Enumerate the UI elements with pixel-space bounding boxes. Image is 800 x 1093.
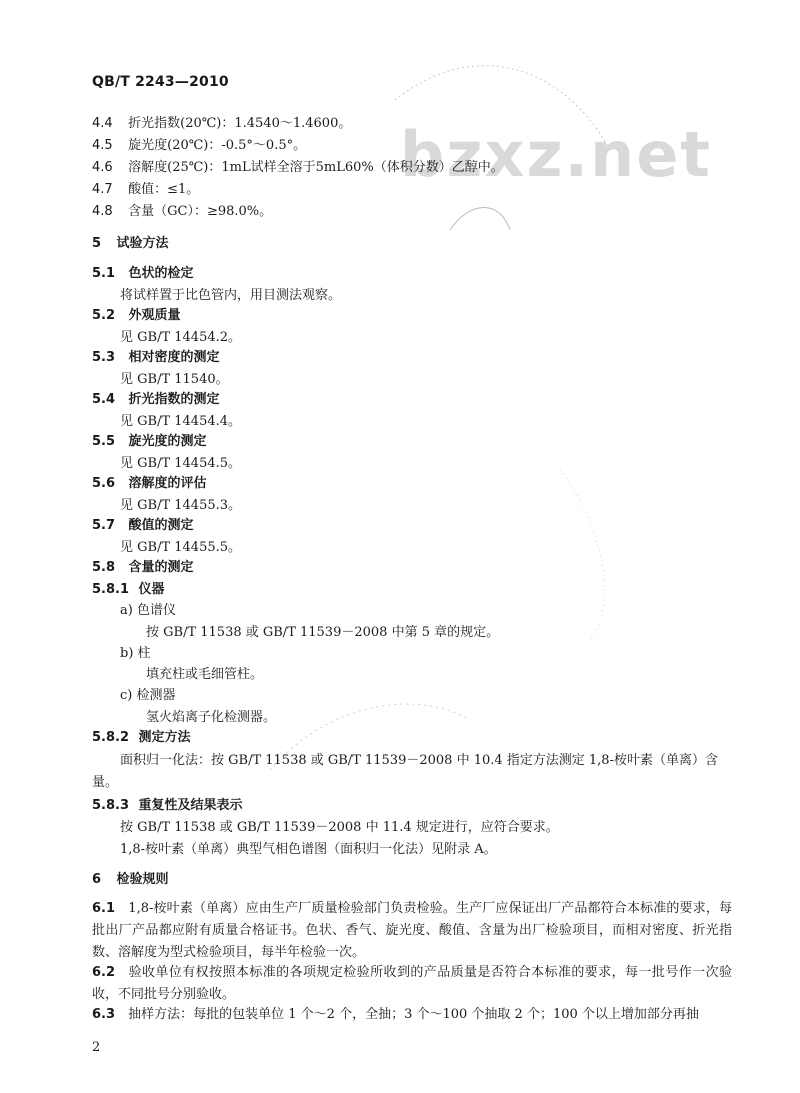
subsection-heading: 5.8.3 重复性及结果表示 <box>92 798 243 813</box>
section-heading-5: 5 试验方法 <box>92 236 169 251</box>
list-item-label: b) 柱 <box>120 646 151 661</box>
spec-item: 4.8 含量（GC）：≥98.0%。 <box>92 204 273 219</box>
subsection-heading: 5.8 含量的测定 <box>92 560 194 575</box>
paragraph-6-1: 6.1 1,8-桉叶素（单离）应由生产厂质量检验部门负责检验。生产厂应保证出厂产品都符合本标准的要求，每批出厂产品都应附有质量合格证书。色状、香气、旋光度、酸值、含量为出厂检验项目，而相对密度、折光指数、溶解度为型式检验项目，每半年检验一次。 <box>92 901 732 960</box>
spec-item: 4.4 折光指数(20℃)：1.4540～1.4600。 <box>92 116 352 131</box>
subsection-heading: 5.8.2 测定方法 <box>92 730 191 745</box>
subsection-body: 见 GB/T 14455.3。 <box>120 498 242 513</box>
subsection-body: 见 GB/T 14454.2。 <box>120 330 242 345</box>
paragraph-line: 1,8-桉叶素（单离）典型气相色谱图（面积归一化法）见附录 A。 <box>120 842 497 857</box>
subsection-heading: 5.5 旋光度的测定 <box>92 434 207 449</box>
paragraph-6-3: 6.3 抽样方法：每批的包装单位 1 个～2 个，全抽；3 个～100 个抽取 2 个；100 个以上增加部分再抽 <box>92 1007 699 1022</box>
subsection-body: 见 GB/T 14455.5。 <box>120 540 242 555</box>
subsection-heading: 5.7 酸值的测定 <box>92 518 194 533</box>
spec-item: 4.7 酸值：≤1。 <box>92 182 200 197</box>
page-number: 2 <box>92 1040 101 1055</box>
list-item-body: 填充柱或毛细管柱。 <box>146 667 264 682</box>
paragraph-line: 按 GB/T 11538 或 GB/T 11539－2008 中 11.4 规定进行，应符合要求。 <box>120 820 559 835</box>
watermark: bzxz.net <box>400 118 712 191</box>
spec-item: 4.6 溶解度(25℃)：1mL试样全溶于5mL60%（体积分数）乙醇中。 <box>92 160 504 175</box>
paragraph-6-2: 6.2 验收单位有权按照本标准的各项规定检验所收到的产品质量是否符合本标准的要求，每一批号作一次验收，不同批号分别验收。 <box>92 965 732 1002</box>
list-item-label: c) 检测器 <box>120 688 176 703</box>
subsection-heading: 5.2 外观质量 <box>92 308 181 323</box>
list-item-body: 按 GB/T 11538 或 GB/T 11539－2008 中第 5 章的规定。 <box>146 625 500 640</box>
subsection-body: 见 GB/T 14454.4。 <box>120 414 242 429</box>
section-heading-6: 6 检验规则 <box>92 872 169 887</box>
list-item-body: 氢火焰离子化检测器。 <box>146 710 277 725</box>
subsection-body: 见 GB/T 11540。 <box>120 372 229 387</box>
paragraph-line: 量。 <box>92 775 119 790</box>
subsection-heading: 5.1 色状的检定 <box>92 266 194 281</box>
subsection-heading: 5.8.1 仪器 <box>92 582 165 597</box>
list-item-label: a) 色谱仪 <box>120 603 176 618</box>
subsection-body: 将试样置于比色管内，用目测法观察。 <box>120 288 342 303</box>
subsection-heading: 5.4 折光指数的测定 <box>92 392 220 407</box>
subsection-heading: 5.3 相对密度的测定 <box>92 350 220 365</box>
paragraph-line: 面积归一化法：按 GB/T 11538 或 GB/T 11539－2008 中 10.4 指定方法测定 1,8-桉叶素（单离）含 <box>120 753 718 768</box>
standard-code: QB/T 2243—2010 <box>92 74 229 90</box>
subsection-body: 见 GB/T 14454.5。 <box>120 456 242 471</box>
spec-item: 4.5 旋光度(20℃)：-0.5°～0.5°。 <box>92 138 307 153</box>
subsection-heading: 5.6 溶解度的评估 <box>92 476 207 491</box>
